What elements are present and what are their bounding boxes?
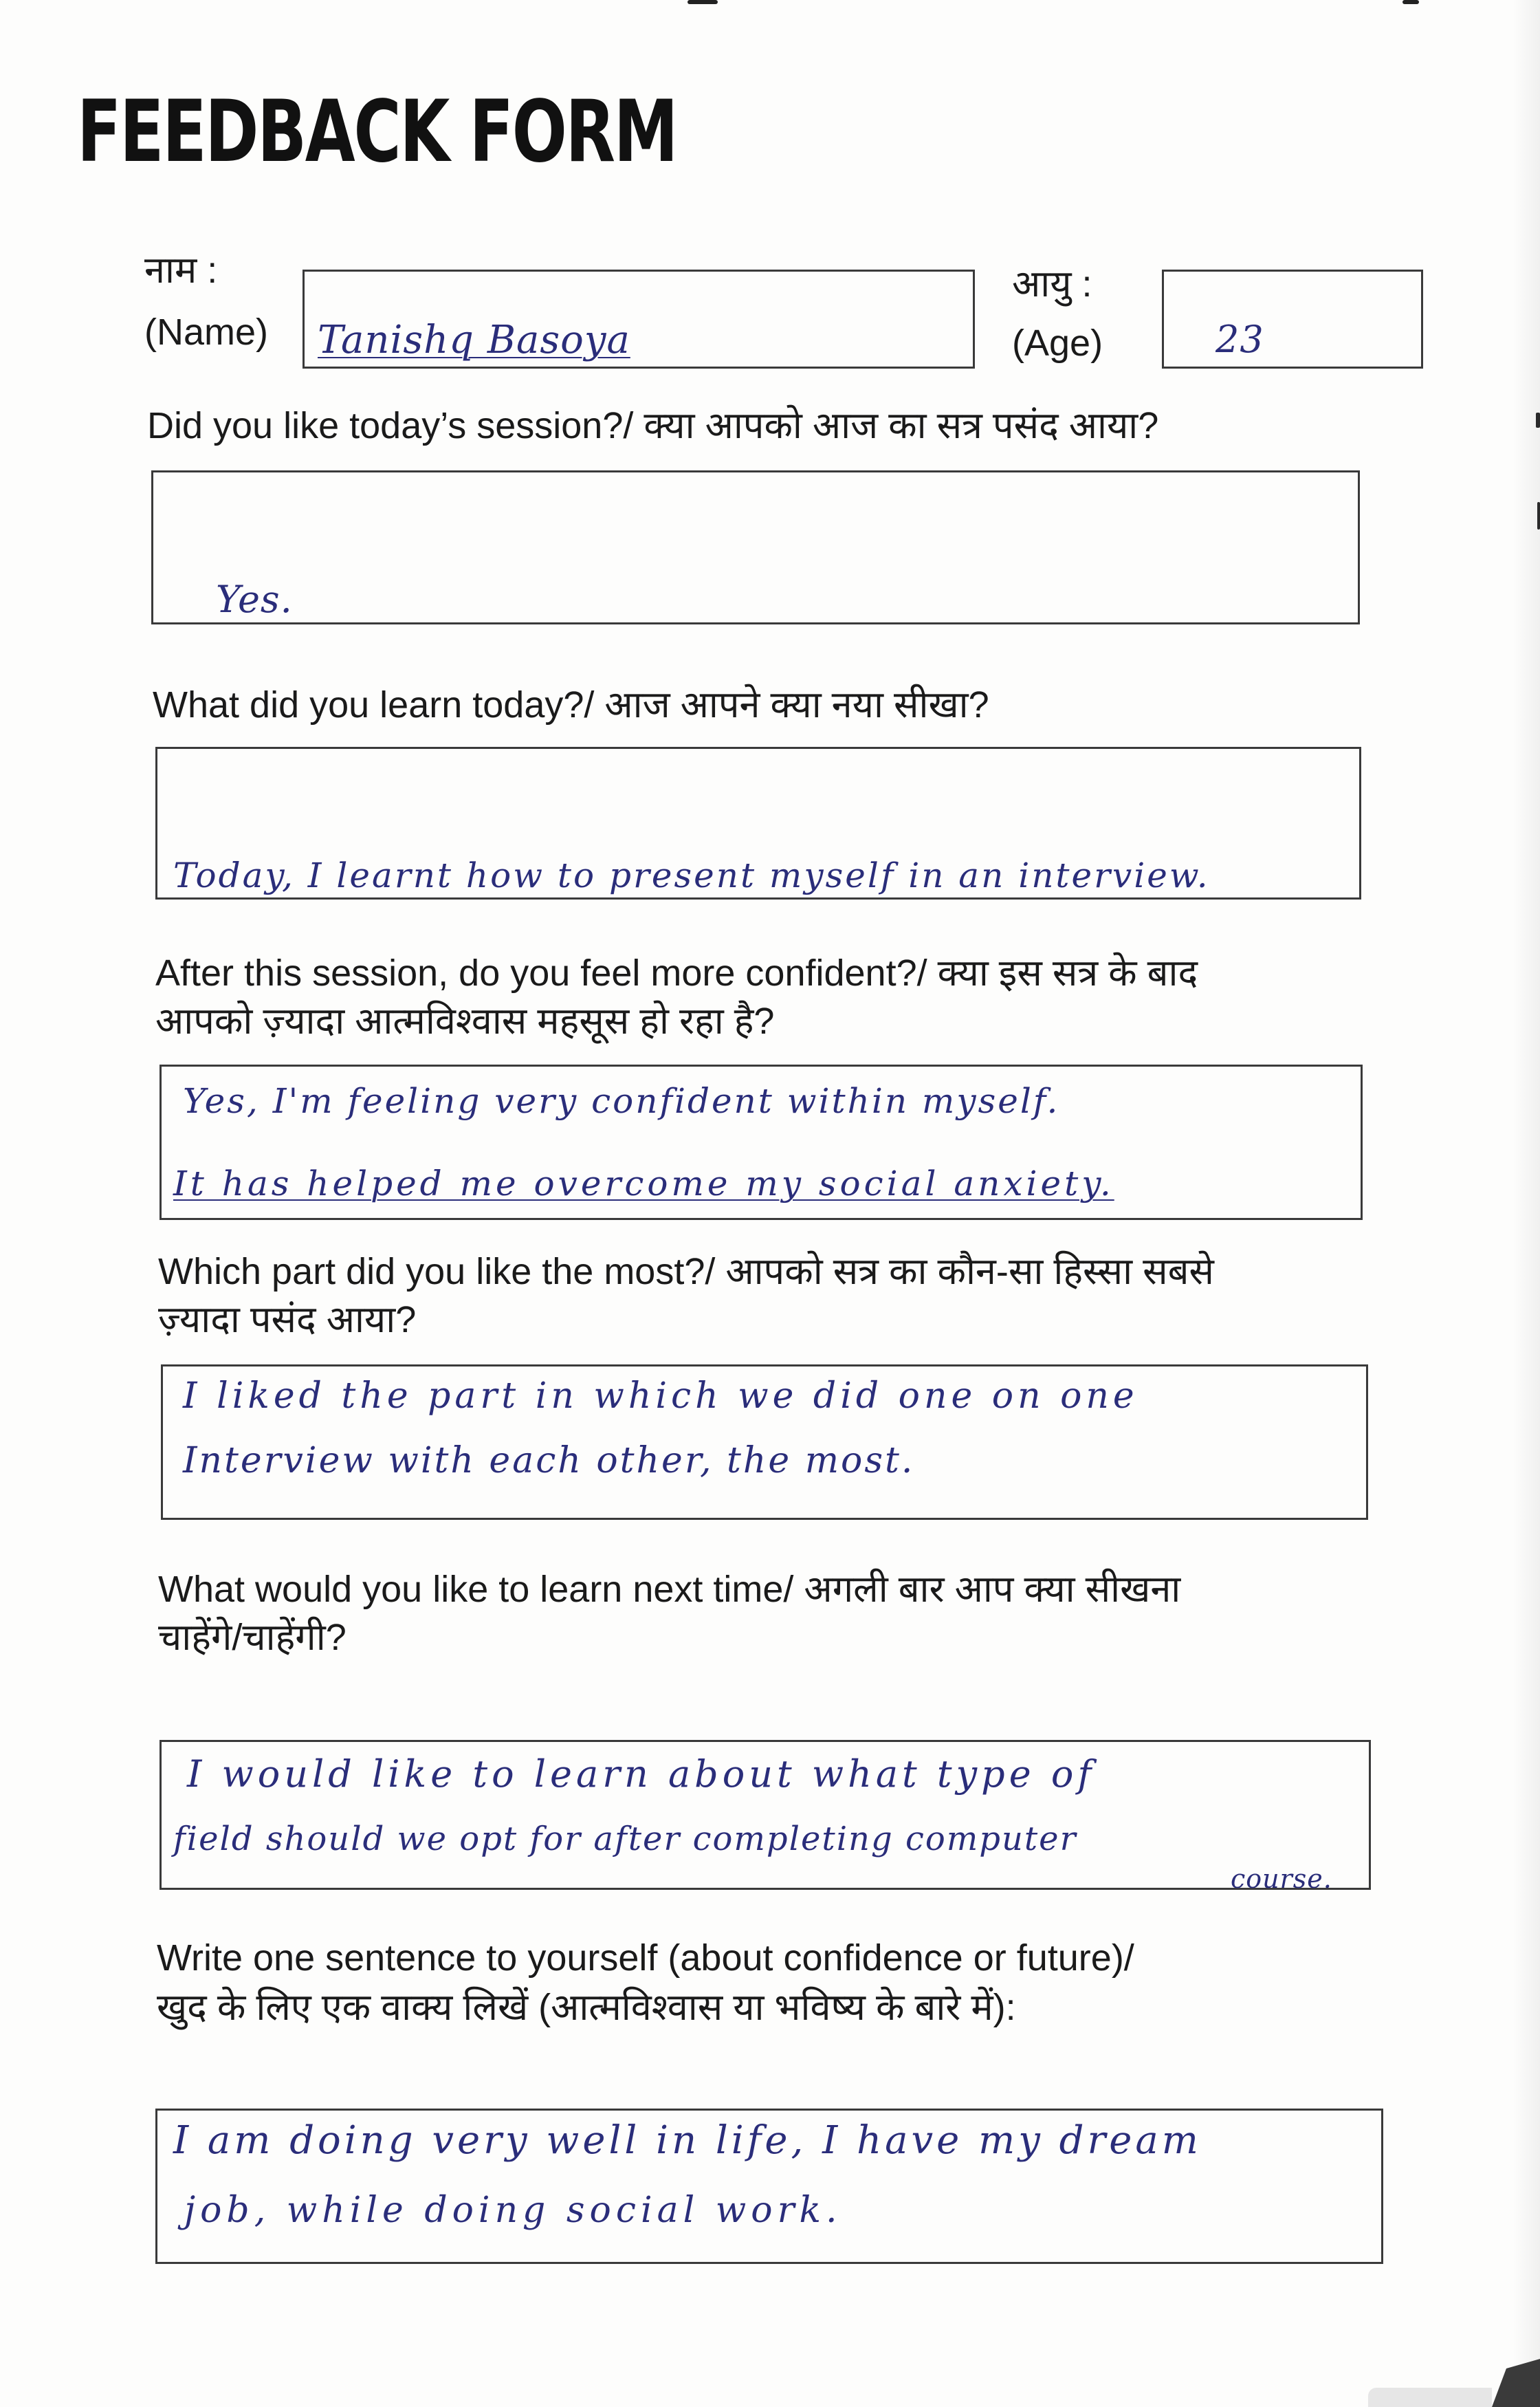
age-field[interactable] xyxy=(1162,270,1423,369)
question-6-line-1: Write one sentence to yourself (about confidence or future)/ xyxy=(157,1937,1134,1979)
age-label-hindi: आयु : xyxy=(1012,263,1092,305)
name-label-hindi: नाम : xyxy=(144,250,218,291)
page-corner-fold xyxy=(1492,2359,1540,2407)
question-5-line-1: What would you like to learn next time/ अगली बार आप क्या सीखना xyxy=(158,1569,1181,1610)
name-label-english: (Name) xyxy=(144,312,269,353)
question-6-line-2: खुद के लिए एक वाक्य लिखें (आत्मविश्वास या भविष्य के बारे में): xyxy=(157,1987,1016,2028)
side-edge-mark xyxy=(1536,413,1540,428)
question-5-line-2: चाहेंगे/चाहेंगी? xyxy=(158,1617,346,1658)
answer-6-line-1: I am doing very well in life, I have my dream xyxy=(173,2118,1202,2163)
answer-3-line-1: Yes, I'm feeling very confident within myself. xyxy=(183,1081,1060,1121)
age-value: 23 xyxy=(1216,318,1264,361)
top-corner-mark xyxy=(1402,0,1419,4)
answer-6-line-2: job, while doing social work. xyxy=(184,2190,842,2231)
answer-4-line-1: I liked the part in which we did one on one xyxy=(183,1375,1138,1417)
page-corner-shadow xyxy=(1368,2388,1492,2407)
answer-5-line-1: I would like to learn about what type of xyxy=(187,1752,1096,1796)
answer-box-1[interactable] xyxy=(151,470,1360,624)
name-value: Tanishq Basoya xyxy=(318,318,630,362)
form-title: FEEDBACK FORM xyxy=(77,83,677,182)
question-3-line-2: आपको ज़्यादा आत्मविश्वास महसूस हो रहा है? xyxy=(155,1001,775,1042)
answer-5-line-3: course. xyxy=(1231,1864,1332,1894)
question-3-line-1: After this session, do you feel more confident?/ क्या इस सत्र के बाद xyxy=(155,952,1198,994)
question-2-text: What did you learn today?/ आज आपने क्या नया सीखा? xyxy=(153,684,989,726)
question-4-line-1: Which part did you like the most?/ आपको सत्र का कौन-सा हिस्सा सबसे xyxy=(158,1251,1214,1292)
answer-1-line-1: Yes. xyxy=(216,578,293,621)
question-4-line-2: ज़्यादा पसंद आया? xyxy=(158,1299,417,1340)
question-1-text: Did you like today’s session?/ क्या आपको आज का सत्र पसंद आया? xyxy=(147,405,1159,446)
answer-5-line-2: field should we opt for after completing computer xyxy=(173,1820,1077,1858)
answer-2-line-1: Today, I learnt how to present myself in an interview. xyxy=(173,856,1210,895)
answer-3-line-2: It has helped me overcome my social anxiety. xyxy=(173,1164,1114,1204)
paper-edge-shadow xyxy=(1512,0,1540,2407)
side-edge-mark xyxy=(1537,502,1540,530)
age-label-english: (Age) xyxy=(1012,323,1103,364)
top-edge-mark xyxy=(688,0,718,4)
answer-4-line-2: Interview with each other, the most. xyxy=(183,1440,915,1481)
